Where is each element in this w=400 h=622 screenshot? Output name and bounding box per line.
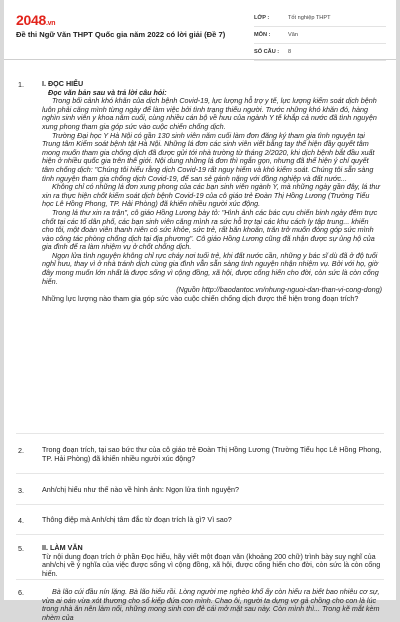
meta-row-subject: [254, 27, 386, 44]
question-text: Những lực lượng nào tham gia góp sức vào cuộc chiến chống dịch được thể hiện trong đoạn trích?: [42, 293, 359, 303]
logo-suffix: .vn: [45, 20, 56, 27]
divider: [16, 473, 384, 474]
question-number: 6.: [18, 588, 24, 597]
meta-value: 8: [288, 49, 292, 55]
divider: [16, 504, 384, 505]
exam-header: [4, 0, 396, 60]
exam-page: [4, 0, 396, 622]
question-text: Bà lão cúi đầu nín lặng. Bà lão hiểu rồi. Lòng người mẹ nghèo khổ ấy còn hiểu ra biết bao nhiêu cơ sự, vừa ai oán vừa xót thương cho số kiếp đứa con mình. Chao ôi, người ta dựng vợ gả chồng cho con là lúc trong nhà ăn nên làm nổi, những mong sinh con đẻ cái mở mặt sau này. Còn mình thì... Trong kẽ mắt kèm nhèm của: [42, 587, 380, 622]
passage-paragraph: Ngọn lửa tình nguyện không chỉ rực cháy nơi tuổi trẻ, khi đất nước cần, những y bác sĩ dù đã ở độ tuổi nghỉ hưu, thay vì ở nhà tránh dịch cùng gia đình vẫn sẵn sàng tình nguyện nhận nhiệm vụ. Bởi với họ, giờ đây mong muốn lớn nhất là được sống vì cộng đồng, xã hội, được cống hiến cho đời, còn sức là còn cống hiến.: [42, 250, 379, 286]
site-logo[interactable]: [16, 12, 55, 28]
divider: [16, 579, 384, 580]
meta-label: MÔN :: [254, 32, 271, 38]
meta-row-class: [254, 10, 386, 27]
question-number: 3.: [18, 486, 24, 495]
meta-value: Tốt nghiệp THPT: [288, 15, 331, 21]
question-number: 5.: [18, 544, 24, 553]
question-body: [42, 80, 382, 303]
passage-paragraph: Trong bối cảnh khó khăn của dịch bệnh Covid-19, lực lượng hỗ trợ y tế, lực lượng kiểm soát dịch bệnh luôn phải căng mình từng ngày để làm việc bởi tình trạng thiếu người. Trước những khó khăn đó, hàng nghìn sinh viên y khoa năm cuối, cùng nhiều cán bộ về hưu của ngành Y tế khắp cả nước đã tình nguyện xung phong tham gia góp sức vào cuộc chiến chống dịch.: [42, 96, 377, 131]
exam-title: Đề thi Ngữ Văn THPT Quốc gia năm 2022 có lời giải (Đề 7): [16, 30, 226, 39]
divider: [16, 433, 384, 434]
exam-meta: [254, 10, 386, 61]
question-text: Trong đoạn trích, tại sao bức thư của cô giáo trẻ Đoàn Thị Hồng Lương (Trường Tiểu học Lê Hồng Phong, TP. Hải Phòng) đã khiến nhiều người xúc động?: [42, 445, 382, 463]
meta-label: LỚP :: [254, 15, 270, 21]
question-number: 2.: [18, 446, 24, 455]
meta-value: Văn: [288, 32, 298, 38]
meta-row-count: [254, 44, 386, 61]
meta-label: SỐ CÂU :: [254, 49, 280, 55]
section-title: I. ĐỌC HIỂU: [42, 79, 84, 88]
question-number: 4.: [18, 516, 24, 525]
reading-intro: Đọc văn bản sau và trả lời câu hỏi:: [48, 87, 167, 97]
logo-text: 2048: [16, 12, 46, 28]
section-title: II. LÀM VĂN: [42, 543, 83, 552]
passage-paragraph: Không chỉ có những lá đơn xung phong của các bạn sinh viên ngành Y, mà những ngày gần đây, lá thư xin ra thực hiện chốt kiểm soát dịch bệnh Covid-19 của cô giáo trẻ Đoàn Thị Hồng Lương (Trường Tiểu học Lê Hồng Phong, TP. Hải Phòng) đã khiến nhiều người xúc động.: [42, 182, 380, 209]
divider: [16, 534, 384, 535]
passage-source: (Nguồn http://baodantoc.vn/nhung-nguoi-dan-than-vi-cong-dong): [176, 285, 382, 295]
passage-paragraph: Trường Đại học Y Hà Nội có gần 130 sinh viên năm cuối làm đơn đăng ký tham gia tình nguyện tại Trung tâm Kiểm soát bệnh tật Hà Nội. Những lá đơn các sinh viên viết bằng tay thể hiện đầy quyết tâm mong muốn tham gia chống dịch đã được gửi tới nhà trường từ tháng 2/2020, khi dịch bệnh bắt đầu xuất hiện ở nhiều quốc gia trên thế giới. Nội dung những lá đơn thì ngắn gọn, nhưng đã thể hiện ý chí quyết tâm chống dịch: "Chúng tôi hiểu rằng dịch Covid-19 rất nguy hiểm và khó kiểm soát. Chúng tôi sẵn sàng tình nguyện tham gia chống dịch Covid-19, để san sẻ gánh nặng với đồng nghiệp và đất nước...: [42, 130, 375, 183]
question-text: Từ nội dung đoạn trích ở phần Đọc hiểu, hãy viết một đoạn văn (khoảng 200 chữ) trình bày suy nghĩ của anh/chị về ý nghĩa của việc được sống vì cộng đồng, xã hội, được cống hiến cho đời, còn sức là còn cống hiến.: [42, 551, 381, 578]
question-body: [42, 544, 382, 578]
question-text: Anh/chị hiểu như thế nào về hình ảnh: Ngọn lửa tình nguyện?: [42, 485, 240, 494]
passage-paragraph: Trong lá thư xin ra trận", cô giáo Hồng Lương bày tỏ: "Hình ảnh các bác cựu chiến binh ngày đêm trực chốt tại các tổ dân phố, các bạn sinh viên căng mình ra sức hỗ trợ tại các khu cách ly tập trung... khiến cho tôi, một đoàn viên thanh niên có sức khỏe, sức trẻ, rất băn khoăn, trăn trở muốn đóng góp sức mình vào công tác phòng chống dịch tại địa phương". Cô giáo Hồng Lương cũng đã nhận được sự ủng hộ của gia đình để ra làm nhiệm vụ ở chốt chống dịch.: [42, 207, 378, 252]
question-text: Thông điệp mà Anh/chị tâm đắc từ đoạn trích là gì? Vì sao?: [42, 515, 232, 524]
question-number: 1.: [18, 80, 24, 89]
